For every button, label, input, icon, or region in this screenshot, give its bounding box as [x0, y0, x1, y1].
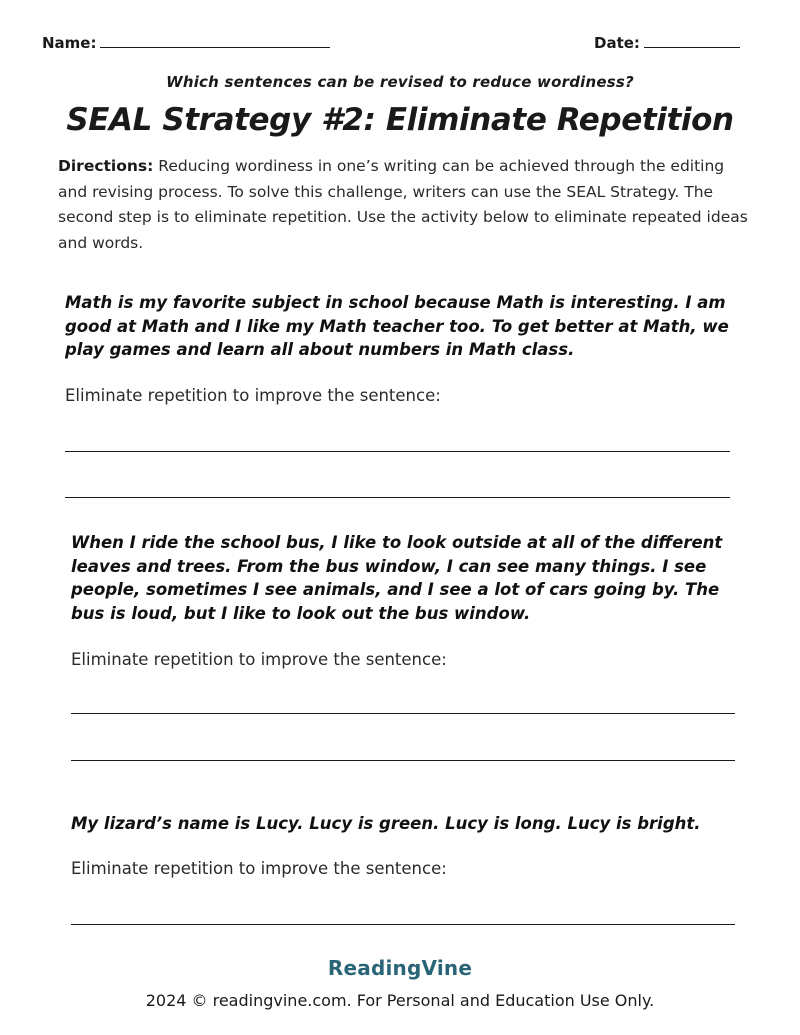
exercise-1-passage: Math is my favorite subject in school because Math is interesting. I am good at Math and I like my Math teacher too. To get better at Math, we play games and learn all about numbers in Math class.	[65, 293, 729, 359]
exercise-1-prompt: Eliminate repetition to improve the sentence:	[65, 386, 441, 405]
brand-logo: ReadingVine	[327, 956, 473, 980]
directions	[58, 154, 748, 256]
directions-text: Reducing wordiness in one’s writing can be achieved through the editing and revising process. To solve this challenge, writers can use the SEAL Strategy. The second step is to eliminate repetition. Use the activity below to eliminate repeated ideas and words.	[58, 157, 748, 252]
exercise-3-prompt: Eliminate repetition to improve the sentence:	[71, 859, 447, 878]
worksheet-subtitle: Which sentences can be revised to reduce wordiness?	[166, 73, 634, 91]
date-field	[594, 34, 740, 52]
date-blank-line[interactable]	[644, 35, 740, 48]
date-label: Date:	[594, 34, 640, 52]
name-label: Name:	[42, 34, 97, 52]
exercise-2-prompt: Eliminate repetition to improve the sentence:	[71, 650, 447, 669]
footer-copyright: 2024 © readingvine.com. For Personal and Education Use Only.	[145, 991, 655, 1010]
worksheet-title: SEAL Strategy #2: Eliminate Repetition	[66, 102, 734, 138]
exercise-2-answer-line-1[interactable]	[71, 713, 735, 714]
exercise-2-answer-line-2[interactable]	[71, 760, 735, 761]
exercise-3-answer-line-1[interactable]	[71, 924, 735, 925]
exercise-1-answer-line-2[interactable]	[65, 497, 730, 498]
exercise-1-answer-line-1[interactable]	[65, 451, 730, 452]
name-blank-line[interactable]	[100, 35, 330, 48]
exercise-2-passage: When I ride the school bus, I like to look outside at all of the different leaves and trees. From the bus window, I can see many things. I see people, sometimes I see animals, and I see a lot of cars going by. The bus is loud, but I like to look out the bus window.	[71, 533, 723, 623]
directions-label: Directions:	[58, 157, 154, 175]
exercise-3-passage: My lizard’s name is Lucy. Lucy is green. Lucy is long. Lucy is bright.	[71, 814, 701, 833]
name-field	[42, 34, 330, 52]
